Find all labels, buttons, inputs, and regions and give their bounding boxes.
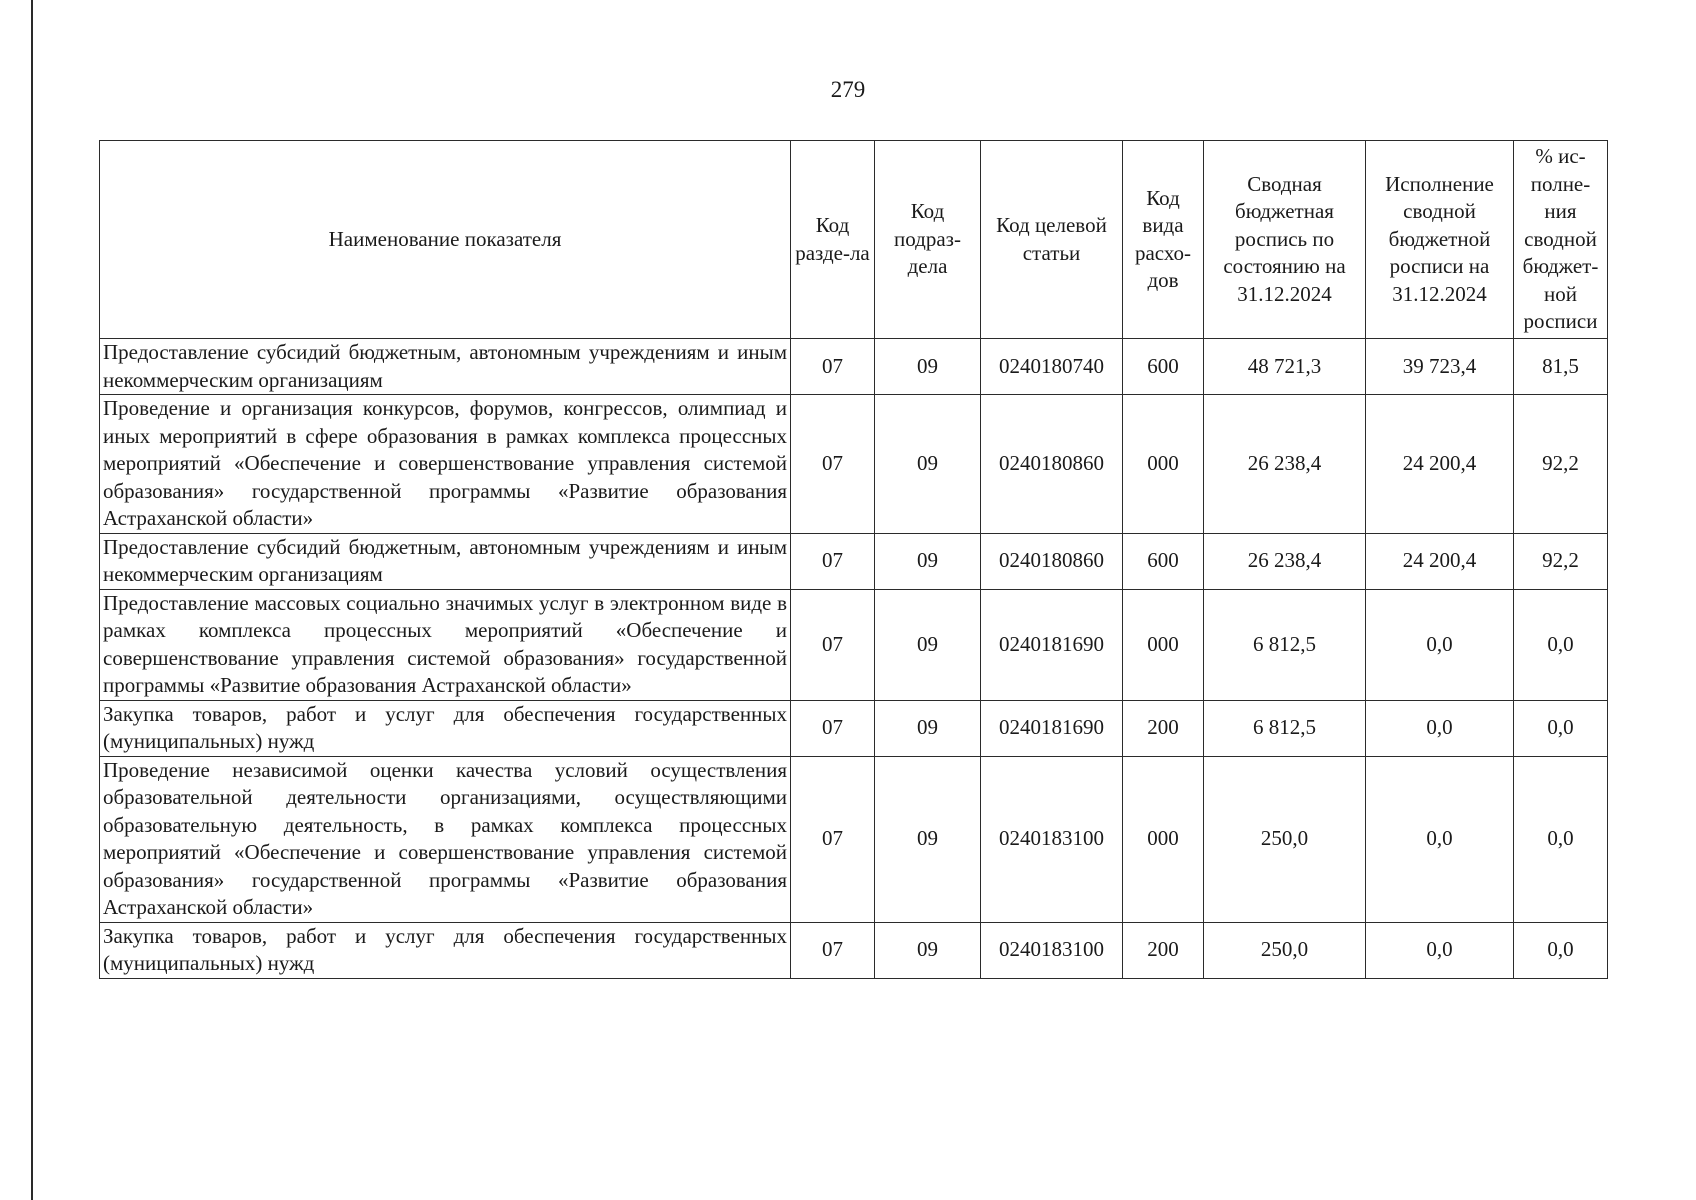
row-name: Предоставление субсидий бюджетным, автономным учреждениям и иным некоммерческим организациям (100, 339, 791, 395)
row-expense-type-code: 000 (1123, 395, 1204, 534)
row-section-code: 07 (791, 756, 875, 922)
row-target-code: 0240183100 (981, 756, 1123, 922)
table-row (100, 700, 1608, 756)
row-section-code: 07 (791, 922, 875, 978)
row-subsection-code: 09 (875, 700, 981, 756)
row-budget: 250,0 (1204, 756, 1366, 922)
row-subsection-code: 09 (875, 756, 981, 922)
row-budget: 6 812,5 (1204, 700, 1366, 756)
table-row (100, 339, 1608, 395)
row-percent: 81,5 (1514, 339, 1608, 395)
row-subsection-code: 09 (875, 533, 981, 589)
header-subsection-code: Код подраз-дела (875, 141, 981, 339)
row-name: Предоставление массовых социально значимых услуг в электронном виде в рамках комплекса процессных мероприятий «Обеспечение и совершенствование управления системой образования» государственной программы «Развитие образования Астраханской области» (100, 589, 791, 700)
row-budget: 26 238,4 (1204, 533, 1366, 589)
row-expense-type-code: 000 (1123, 756, 1204, 922)
row-target-code: 0240181690 (981, 700, 1123, 756)
row-execution: 39 723,4 (1366, 339, 1514, 395)
row-percent: 0,0 (1514, 700, 1608, 756)
header-execution-percent: % ис-полне-ния сводной бюджет-ной росписи (1514, 141, 1608, 339)
row-budget: 250,0 (1204, 922, 1366, 978)
row-execution: 0,0 (1366, 700, 1514, 756)
table-row (100, 533, 1608, 589)
row-name: Предоставление субсидий бюджетным, автономным учреждениям и иным некоммерческим организациям (100, 533, 791, 589)
row-expense-type-code: 000 (1123, 589, 1204, 700)
row-name: Проведение и организация конкурсов, форумов, конгрессов, олимпиад и иных мероприятий в сфере образования в рамках комплекса процессных мероприятий «Обеспечение и совершенствование управления системой образования» государственной программы «Развитие образования Астраханской области» (100, 395, 791, 534)
row-budget: 26 238,4 (1204, 395, 1366, 534)
table-body (100, 339, 1608, 979)
header-budget-schedule: Сводная бюджетная роспись по состоянию на 31.12.2024 (1204, 141, 1366, 339)
row-percent: 92,2 (1514, 395, 1608, 534)
row-execution: 0,0 (1366, 756, 1514, 922)
header-name: Наименование показателя (100, 141, 791, 339)
row-target-code: 0240183100 (981, 922, 1123, 978)
row-expense-type-code: 200 (1123, 700, 1204, 756)
row-section-code: 07 (791, 533, 875, 589)
page-number: 279 (830, 77, 866, 102)
row-target-code: 0240180740 (981, 339, 1123, 395)
row-expense-type-code: 600 (1123, 533, 1204, 589)
table-row (100, 922, 1608, 978)
row-percent: 0,0 (1514, 756, 1608, 922)
table-header (100, 141, 1608, 339)
row-expense-type-code: 600 (1123, 339, 1204, 395)
row-execution: 0,0 (1366, 922, 1514, 978)
table-row (100, 756, 1608, 922)
row-subsection-code: 09 (875, 922, 981, 978)
row-subsection-code: 09 (875, 395, 981, 534)
row-expense-type-code: 200 (1123, 922, 1204, 978)
row-percent: 0,0 (1514, 922, 1608, 978)
header-section-code: Код разде-ла (791, 141, 875, 339)
budget-execution-table (99, 140, 1608, 979)
row-name: Закупка товаров, работ и услуг для обеспечения государственных (муниципальных) нужд (100, 922, 791, 978)
header-execution: Исполнение сводной бюджетной росписи на 31.12.2024 (1366, 141, 1514, 339)
row-section-code: 07 (791, 589, 875, 700)
row-subsection-code: 09 (875, 339, 981, 395)
header-row (100, 141, 1608, 339)
row-execution: 0,0 (1366, 589, 1514, 700)
row-name: Проведение независимой оценки качества условий осуществления образовательной деятельности организациями, осуществляющими образовательную деятельность, в рамках комплекса процессных мероприятий «Обеспечение и совершенствование управления системой образования» государственной программы «Развитие образования Астраханской области» (100, 756, 791, 922)
header-expense-type-code: Код вида расхо-дов (1123, 141, 1204, 339)
header-target-code: Код целевой статьи (981, 141, 1123, 339)
row-subsection-code: 09 (875, 589, 981, 700)
row-percent: 0,0 (1514, 589, 1608, 700)
row-section-code: 07 (791, 700, 875, 756)
table-row (100, 395, 1608, 534)
row-percent: 92,2 (1514, 533, 1608, 589)
row-execution: 24 200,4 (1366, 533, 1514, 589)
row-target-code: 0240181690 (981, 589, 1123, 700)
row-target-code: 0240180860 (981, 395, 1123, 534)
scan-edge-line (31, 0, 33, 1200)
row-execution: 24 200,4 (1366, 395, 1514, 534)
row-section-code: 07 (791, 339, 875, 395)
row-budget: 6 812,5 (1204, 589, 1366, 700)
row-section-code: 07 (791, 395, 875, 534)
table-row (100, 589, 1608, 700)
row-budget: 48 721,3 (1204, 339, 1366, 395)
row-name: Закупка товаров, работ и услуг для обеспечения государственных (муниципальных) нужд (100, 700, 791, 756)
row-target-code: 0240180860 (981, 533, 1123, 589)
